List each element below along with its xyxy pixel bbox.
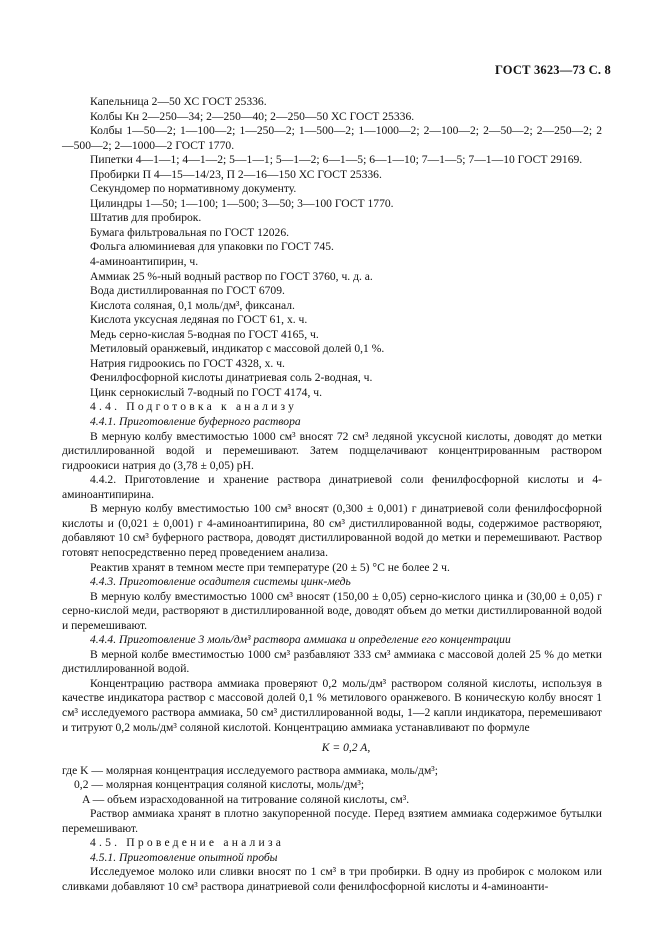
subsection-heading: 4.4.3. Приготовление осадителя системы цинк-медь <box>90 575 351 589</box>
paragraph: Секундомер по нормативному документу. <box>90 182 297 196</box>
formula-definition: 0,2 — молярная концентрация соляной кислоты, моль/дм³; <box>74 778 365 792</box>
page-header: ГОСТ 3623—73 С. 8 <box>494 63 611 77</box>
formula-definition: где K — молярная концентрация исследуемого раствора аммиака, моль/дм³; <box>62 763 438 777</box>
paragraph: Реактив хранят в темном месте при температуре (20 ± 5) °С не более 2 ч. <box>90 560 450 574</box>
section-heading: 4.4. Подготовка к анализу <box>90 400 298 414</box>
paragraph: Аммиак 25 %-ный водный раствор по ГОСТ 3760, ч. д. а. <box>90 269 373 283</box>
paragraph: Колбы 1—50—2; 1—100—2; 1—250—2; 1—500—2; 1—1000—2; 2—100—2; 2—50—2; 2—250—2; 2—500—2; 2—1000—2 ГОСТ 1770. <box>62 124 602 152</box>
subsection-heading: 4.4.1. Приготовление буферного раствора <box>90 415 301 429</box>
paragraph: Фенилфосфорной кислоты динатриевая соль 2-водная, ч. <box>90 371 373 385</box>
paragraph: Концентрацию раствора аммиака проверяют 0,2 моль/дм³ раствором соляной кислоты, используя в качестве индикатора раствор с массовой долей 0,1 % метилового оранжевого. В коническую колбу вносят 1 см³ исследуемого раствора аммиака, 50 см³ дистиллированной воды, 1—2 капли индикатора, перемешивают и титруют 0,2 моль/дм³ соляной кислотой. Концентрацию аммиака устанавливают по формуле <box>62 676 602 734</box>
paragraph: В мерную колбу вместимостью 1000 см³ вносят 72 см³ ледяной уксусной кислоты, доводят до метки дистиллированной водой и перемешивают. Затем подщелачивают концентрированным раствором гидроокиси натрия до (3,78 ± 0,05) pH. <box>62 429 602 472</box>
paragraph: Кислота уксусная ледяная по ГОСТ 61, х. ч. <box>90 313 308 327</box>
paragraph: В мерную колбу вместимостью 1000 см³ вносят (150,00 ± 0,05) серно-кислого цинка и (30,00 ± 0,05) г серно-кислой меди, растворяют в дистиллированной воде, доводят объем до метки дистиллированной водой и перемешивают. <box>62 589 602 632</box>
subsection-heading: 4.5.1. Приготовление опытной пробы <box>90 850 278 864</box>
paragraph: В мерную колбу вместимостью 100 см³ вносят (0,300 ± 0,001) г динатриевой соли фенилфосфорной кислоты и (0,021 ± 0,001) г 4-аминоантипирина, 80 см³ дистиллированной воды, содержимое растворяют, добавляют 10 см³ буферного раствора, доводят дистиллированной водой до метки и перемешивают. Раствор готовят непосредственно перед проведением анализа. <box>62 502 602 559</box>
paragraph: Бумага фильтровальная по ГОСТ 12026. <box>90 225 290 239</box>
paragraph: Исследуемое молоко или сливки вносят по 1 см³ в три пробирки. В одну из пробирок с молоком или сливками добавляют 10 см³ раствора динатриевой соли фенилфосфорной кислоты и 4-аминоанти- <box>62 865 602 893</box>
paragraph: Метиловый оранжевый, индикатор с массовой долей 0,1 %. <box>90 342 385 356</box>
paragraph: Натрия гидроокись по ГОСТ 4328, х. ч. <box>90 356 285 370</box>
paragraph: Штатив для пробирок. <box>90 211 202 225</box>
paragraph: Пипетки 4—1—1; 4—1—2; 5—1—1; 5—1—2; 6—1—5; 6—1—10; 7—1—5; 7—1—10 ГОСТ 29169. <box>90 153 583 167</box>
document-body <box>62 95 602 895</box>
paragraph: 4.4.2. Приготовление и хранение раствора динатриевой соли фенилфосфорной кислоты и 4-аминоантипирина. <box>62 473 602 501</box>
paragraph: В мерной колбе вместимостью 1000 см³ разбавляют 333 см³ аммиака с массовой долей 25 % до метки дистиллированной водой. <box>62 647 602 676</box>
paragraph: Пробирки П 4—15—14/23, П 2—16—150 ХС ГОСТ 25336. <box>90 167 382 181</box>
paragraph: Кислота соляная, 0,1 моль/дм³, фиксанал. <box>90 298 295 312</box>
subsection-heading: 4.4.4. Приготовление 3 моль/дм³ раствора аммиака и определение его концентрации <box>90 633 511 647</box>
paragraph: Колбы Кн 2—250—34; 2—250—40; 2—250—50 ХС ГОСТ 25336. <box>90 109 415 123</box>
paragraph: Фольга алюминиевая для упаковки по ГОСТ 745. <box>90 240 334 254</box>
formula-definition: A — объем израсходованной на титрование соляной кислоты, см³. <box>82 792 410 806</box>
paragraph: Медь серно-кислая 5-водная по ГОСТ 4165, ч. <box>90 327 319 341</box>
paragraph: Вода дистиллированная по ГОСТ 6709. <box>90 284 285 298</box>
paragraph: 4-аминоантипирин, ч. <box>90 255 199 269</box>
paragraph: Цилиндры 1—50; 1—100; 1—500; 3—50; 3—100 ГОСТ 1770. <box>90 196 394 210</box>
paragraph: Цинк сернокислый 7-водный по ГОСТ 4174, ч. <box>90 385 322 399</box>
paragraph: Капельница 2—50 ХС ГОСТ 25336. <box>90 95 267 108</box>
paragraph: Раствор аммиака хранят в плотно закупоренной посуде. Перед взятием аммиака содержимое бутылки перемешивают. <box>62 807 602 835</box>
section-heading: 4.5. Проведение анализа <box>90 836 285 850</box>
formula: K = 0,2 A, <box>321 741 371 755</box>
